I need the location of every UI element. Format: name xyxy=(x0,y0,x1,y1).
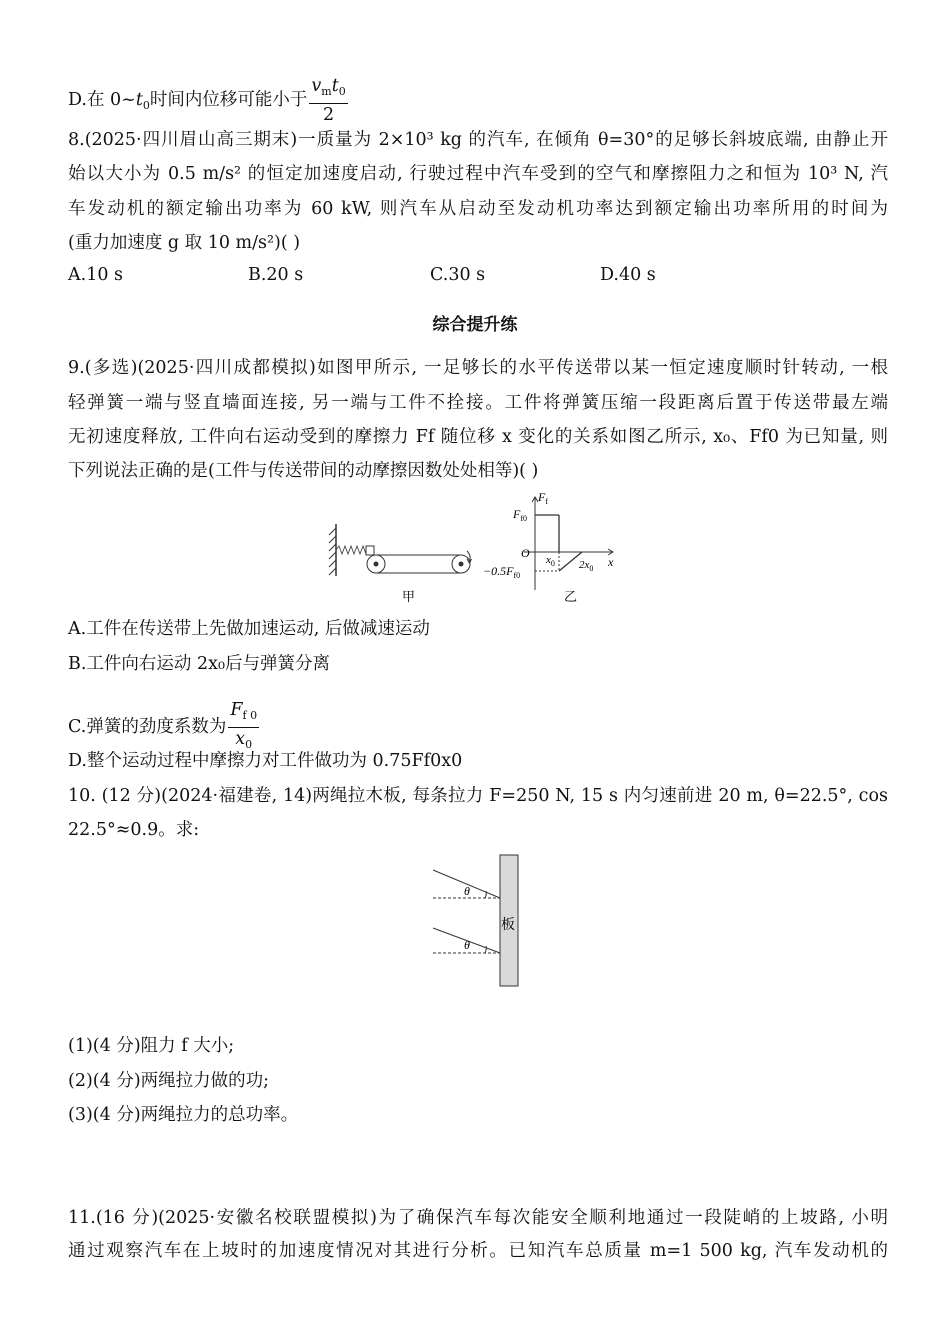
section-heading: 综合提升练 xyxy=(432,315,518,335)
origin-label: O xyxy=(521,546,530,560)
q9-c-prefix: C.弹簧的劲度系数为 xyxy=(68,717,227,737)
q9-line-4: 下列说法正确的是(工件与传送带间的动摩擦因数处处相等)( ) xyxy=(68,461,539,481)
q9-line-3: 无初速度释放, 工件向右运动受到的摩擦力 Ff 随位移 x 变化的关系如图乙所示, x₀、Ff0 为已知量, 则 xyxy=(68,427,888,447)
q7-d-mid: 时间内位移可能小于 xyxy=(149,90,308,110)
q8-line-2: 始以大小为 0.5 m/s² 的恒定加速度启动, 行驶过程中汽车受到的空气和摩擦阻力之和恒为 10³ N, 汽 xyxy=(68,164,888,184)
q9-option-a: A.工件在传送带上先做加速运动, 后做减速运动 xyxy=(68,619,430,639)
friction-graph xyxy=(524,497,613,590)
frac-den: 2 xyxy=(323,105,335,125)
q9-figure xyxy=(320,490,630,610)
tick-2x0: $2x_0$ xyxy=(579,559,594,573)
label-jia: 甲 xyxy=(402,589,416,604)
q9-line-1: 9.(多选)(2025·四川成都模拟)如图甲所示, 一足够长的水平传送带以某一恒定速度顺时针转动, 一根 xyxy=(68,358,888,378)
q9-line-2: 轻弹簧一端与竖直墙面连接, 另一端与工件不拴接。工件将弹簧压缩一段距离后置于传送带最左端 xyxy=(68,393,888,413)
q8-option-c: C.30 s xyxy=(430,265,486,285)
tick-x0: $x_0$ xyxy=(546,554,555,568)
q8-line-4: (重力加速度 g 取 10 m/s²)( ) xyxy=(68,233,301,253)
q8-option-a: A.10 s xyxy=(68,265,124,285)
frac-num-t-sub: 0 xyxy=(338,85,346,98)
q7-option-d xyxy=(68,75,888,126)
tick-ff0: $F_{f0}$ xyxy=(513,507,528,523)
axis-y-label: $F_f$ xyxy=(538,490,549,506)
frac-num-t: t xyxy=(331,76,339,96)
q10-sub-1: (1)(4 分)阻力 f 大小; xyxy=(68,1036,235,1056)
q8-option-d: D.40 s xyxy=(600,265,656,285)
q9-c-den: x xyxy=(235,729,246,749)
q11-line-2: 通过观察汽车在上坡时的加速度情况对其进行分析。已知汽车总质量 m=1 500 kg, 汽车发动机的 xyxy=(68,1241,888,1261)
q7-d-fraction xyxy=(309,75,347,126)
q8-line-1: 8.(2025·四川眉山高三期末)一质量为 2×10³ kg 的汽车, 在倾角 θ=30°的足够长斜坡底端, 由静止开 xyxy=(68,130,888,150)
spring xyxy=(336,546,369,554)
theta-label-top: θ xyxy=(464,884,470,898)
q7-d-t: t xyxy=(135,90,143,110)
frac-num-v: v xyxy=(311,76,322,96)
theta-label-bottom: θ xyxy=(464,938,470,952)
q7-d-prefix: D.在 0~ xyxy=(68,90,136,110)
q9-c-num: F xyxy=(230,700,243,720)
q10-line-1: 10. (12 分)(2024·福建卷, 14)两绳拉木板, 每条拉力 F=250 N, 15 s 内匀速前进 20 m, θ=22.5°, cos xyxy=(68,786,888,806)
q10-sub-3: (3)(4 分)两绳拉力的总功率。 xyxy=(68,1105,299,1125)
q10-line-2: 22.5°≈0.9。求: xyxy=(68,820,200,840)
q10-sub-2: (2)(4 分)两绳拉力做的功; xyxy=(68,1071,270,1091)
q9-option-b: B.工件向右运动 2x₀后与弹簧分离 xyxy=(68,654,331,674)
q8-option-b: B.20 s xyxy=(248,265,304,285)
board-label: 板 xyxy=(501,918,515,933)
q10-figure xyxy=(425,850,525,990)
q11-line-1: 11.(16 分)(2025·安徽名校联盟模拟)为了确保汽车每次能安全顺利地通过一段陡峭的上坡路, 小明 xyxy=(68,1208,888,1228)
label-yi: 乙 xyxy=(564,589,578,604)
frac-num-v-sub: m xyxy=(321,85,332,98)
q8-line-3: 车发动机的额定输出功率为 60 kW, 则汽车从启动至发动机功率达到额定输出功率所用的时间为 xyxy=(68,199,888,219)
workpiece xyxy=(366,546,374,555)
q9-c-num-sub: f 0 xyxy=(242,709,258,722)
q9-c-den-sub: 0 xyxy=(245,738,253,751)
q7-d-t-sub: 0 xyxy=(142,99,150,112)
wall xyxy=(329,524,336,576)
conveyor-belt xyxy=(367,551,472,573)
q9-option-d: D.整个运动过程中摩擦力对工件做功为 0.75Ff0x0 xyxy=(68,751,463,771)
tick-neg-ff0: $-0.5F_{f0}$ xyxy=(483,564,521,580)
axis-x-label: x xyxy=(608,555,614,569)
